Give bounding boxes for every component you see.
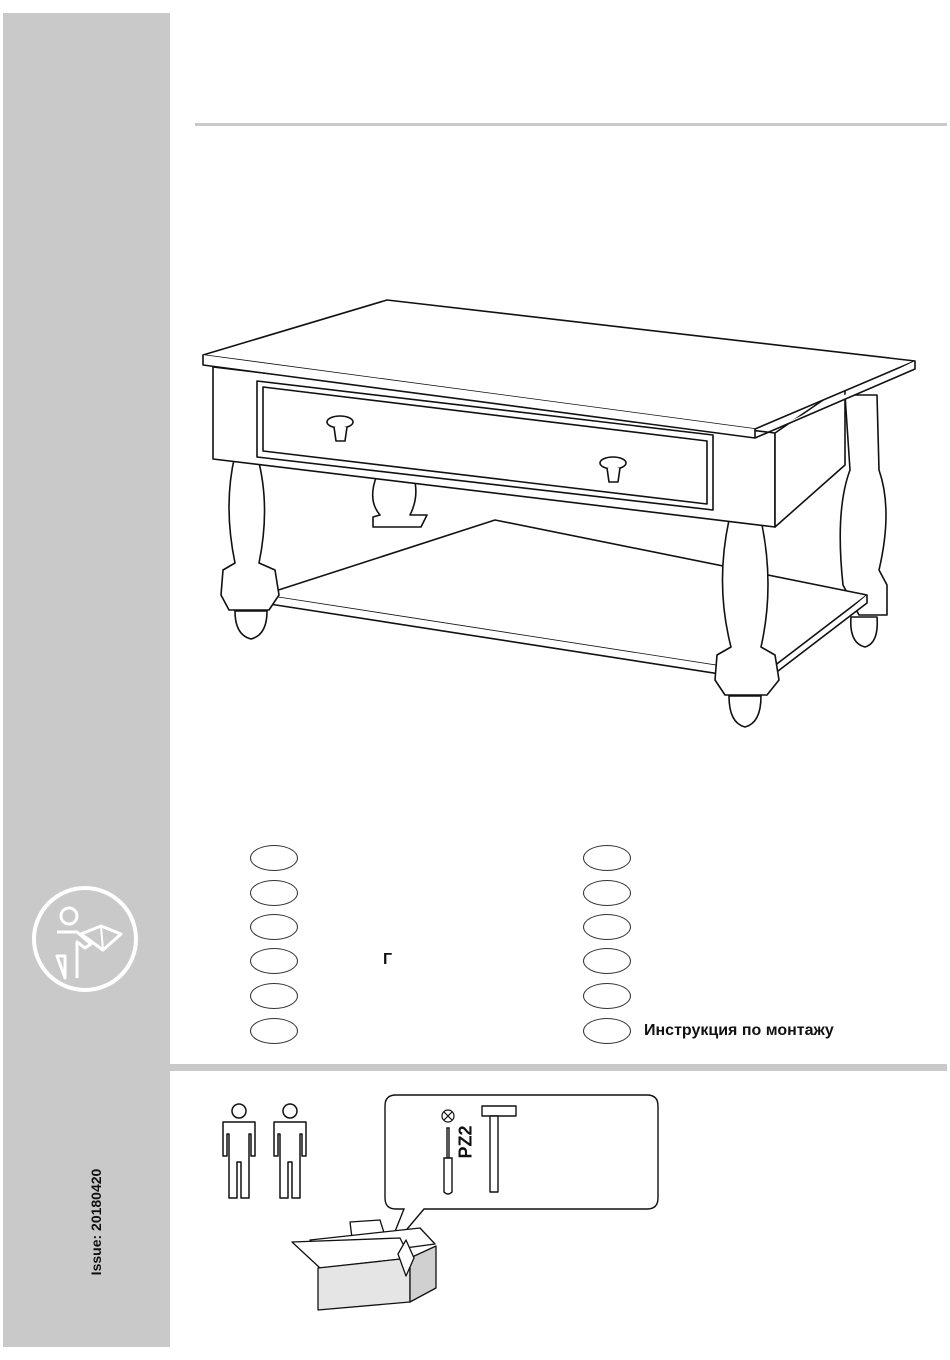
language-oval <box>250 880 298 906</box>
language-oval <box>250 1018 298 1044</box>
tools-callout <box>384 1094 659 1214</box>
section-divider <box>3 1064 947 1071</box>
toolbox-icon <box>290 1218 442 1313</box>
header-divider <box>195 123 947 126</box>
language-oval <box>583 1018 631 1044</box>
two-person-icon <box>217 1102 317 1202</box>
screwdriver-label: PZ2 <box>455 1125 476 1159</box>
language-label: Инструкция по монтажу <box>644 1022 834 1039</box>
language-oval <box>583 948 631 974</box>
language-oval <box>250 845 298 871</box>
language-oval <box>583 983 631 1009</box>
issue-label: Issue: 20180420 <box>88 1168 104 1276</box>
language-oval <box>583 880 631 906</box>
language-oval <box>583 845 631 871</box>
stray-mark: Г <box>383 951 393 968</box>
language-oval <box>583 914 631 940</box>
hammer-icon <box>480 1104 520 1196</box>
language-oval <box>250 948 298 974</box>
language-oval <box>250 983 298 1009</box>
reading-person-icon <box>31 886 141 996</box>
language-oval <box>250 914 298 940</box>
sidebar-issue-panel <box>3 1071 170 1347</box>
coffee-table-illustration <box>195 295 920 735</box>
